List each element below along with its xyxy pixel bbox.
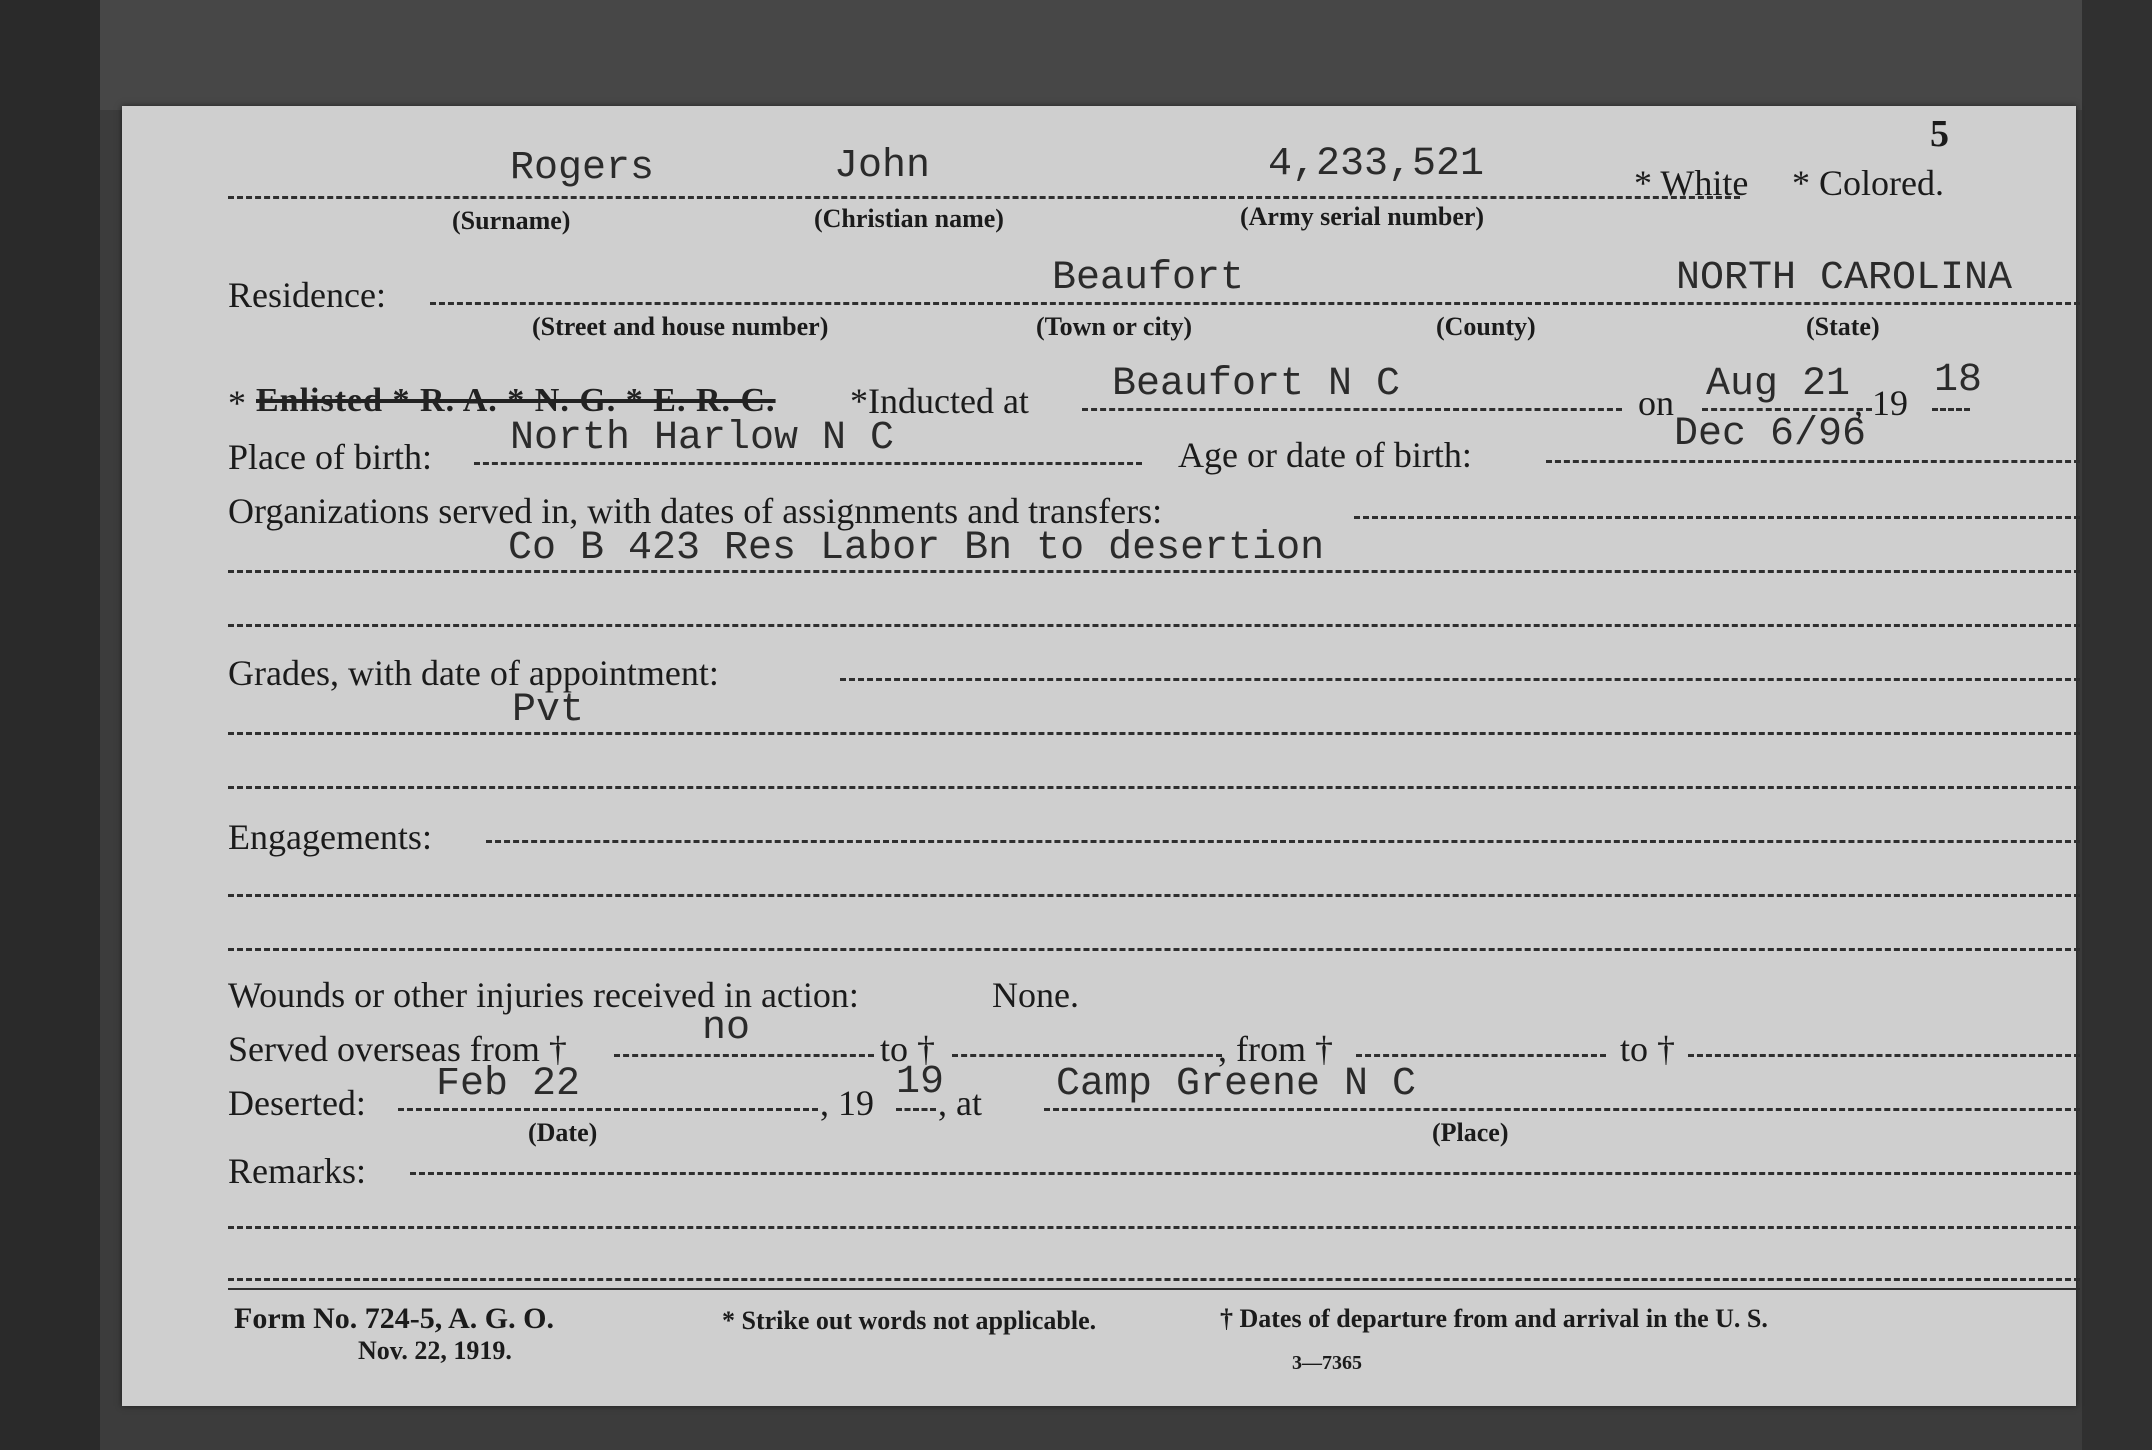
organizations-line-1 bbox=[1354, 516, 2080, 519]
engagements-line-2 bbox=[228, 894, 2080, 897]
induction-year-line bbox=[1932, 408, 1970, 411]
age-line bbox=[1546, 460, 2080, 463]
form-number: Form No. 724-5, A. G. O. bbox=[234, 1302, 554, 1335]
induction-date-value: Aug 21 bbox=[1706, 362, 1851, 407]
footer-rule bbox=[228, 1288, 2080, 1290]
state-caption: (State) bbox=[1806, 312, 1880, 341]
service-record-card bbox=[122, 106, 2076, 1406]
serial-number-caption: (Army serial number) bbox=[1240, 202, 1485, 231]
inducted-place-value: Beaufort N C bbox=[1112, 362, 1401, 407]
scan-border-left bbox=[0, 0, 100, 1450]
inducted-label: *Inducted at bbox=[850, 381, 1029, 421]
overseas-from-value: no bbox=[702, 1006, 751, 1051]
induction-year-prefix: , 19 bbox=[1854, 383, 1908, 423]
residence-state-value: NORTH CAROLINA bbox=[1676, 256, 2013, 301]
print-code: 3—7365 bbox=[1292, 1352, 1362, 1374]
engagements-label: Engagements: bbox=[228, 817, 432, 857]
deserted-place-line bbox=[1044, 1108, 2080, 1111]
wounds-label: Wounds or other injuries received in action: bbox=[228, 975, 859, 1015]
engagements-line-1 bbox=[486, 840, 2080, 843]
remarks-line-2 bbox=[228, 1226, 2080, 1229]
grades-line-1 bbox=[840, 678, 2080, 681]
remarks-line-1 bbox=[410, 1172, 2080, 1175]
colored-label: * Colored. bbox=[1792, 163, 1944, 203]
surname-caption: (Surname) bbox=[452, 206, 571, 235]
deserted-year-line bbox=[896, 1108, 936, 1111]
residence-line bbox=[430, 302, 2080, 305]
grades-line-3 bbox=[228, 786, 2080, 789]
remarks-line-3 bbox=[228, 1278, 2080, 1281]
deserted-label: Deserted: bbox=[228, 1083, 366, 1123]
place-of-birth-line bbox=[474, 462, 1142, 465]
organizations-line-3 bbox=[228, 624, 2080, 627]
deserted-date-value: Feb 22 bbox=[436, 1062, 581, 1107]
deserted-at-label: , at bbox=[938, 1083, 982, 1123]
organizations-entry: Co B 423 Res Labor Bn to desertion bbox=[508, 526, 1325, 571]
dates-note: † Dates of departure from and arrival in the U. S. bbox=[1220, 1304, 1768, 1333]
induction-date-line bbox=[1702, 408, 1872, 411]
street-caption: (Street and house number) bbox=[532, 312, 829, 341]
grades-label: Grades, with date of appointment: bbox=[228, 653, 719, 693]
deserted-date-line bbox=[398, 1108, 818, 1111]
form-date: Nov. 22, 1919. bbox=[358, 1336, 512, 1365]
enlisted-struck-text: Enlisted * R. A. * N. G. * E. R. C. bbox=[256, 382, 776, 419]
asterisk: * bbox=[228, 383, 246, 423]
deserted-place-value: Camp Greene N C bbox=[1056, 1062, 1417, 1107]
age-label: Age or date of birth: bbox=[1178, 435, 1472, 475]
grade-entry: Pvt bbox=[512, 688, 585, 733]
overseas-from-line bbox=[614, 1054, 874, 1057]
strike-note: * Strike out words not applicable. bbox=[722, 1306, 1097, 1335]
town-caption: (Town or city) bbox=[1036, 312, 1192, 341]
place-of-birth-value: North Harlow N C bbox=[510, 416, 895, 461]
remarks-label: Remarks: bbox=[228, 1151, 366, 1191]
induction-year-value: 18 bbox=[1934, 358, 1983, 403]
overseas-to2-line bbox=[1688, 1054, 2080, 1057]
christian-name-caption: (Christian name) bbox=[814, 204, 1004, 233]
overseas-to-label: to † bbox=[880, 1029, 936, 1069]
deserted-year-value: 19 bbox=[896, 1060, 945, 1105]
organizations-label: Organizations served in, with dates of assignments and transfers: bbox=[228, 491, 1163, 531]
overseas-from2-line bbox=[1356, 1054, 1606, 1057]
date-of-birth-value: Dec 6/96 bbox=[1674, 412, 1867, 457]
surname-value: Rogers bbox=[510, 146, 655, 191]
residence-town-value: Beaufort bbox=[1052, 256, 1245, 301]
christian-name-value: John bbox=[834, 144, 931, 189]
overseas-from2-label: , from † bbox=[1218, 1029, 1333, 1069]
overseas-to-line bbox=[952, 1054, 1222, 1057]
deserted-year-prefix: , 19 bbox=[820, 1083, 874, 1123]
header-line bbox=[228, 196, 1740, 199]
scan-border-top bbox=[100, 0, 2152, 110]
overseas-to2-label: to † bbox=[1620, 1029, 1676, 1069]
on-label: on bbox=[1638, 383, 1674, 423]
scan-border-right bbox=[2082, 0, 2152, 1450]
card-number: 5 bbox=[1930, 113, 1949, 155]
deserted-place-caption: (Place) bbox=[1432, 1118, 1509, 1147]
white-label: * White bbox=[1634, 163, 1749, 203]
deserted-date-caption: (Date) bbox=[528, 1118, 598, 1147]
residence-label: Residence: bbox=[228, 275, 386, 315]
place-of-birth-label: Place of birth: bbox=[228, 437, 432, 477]
serial-number-value: 4,233,521 bbox=[1268, 142, 1485, 187]
engagements-line-3 bbox=[228, 948, 2080, 951]
county-caption: (County) bbox=[1436, 312, 1536, 341]
overseas-from-label: Served overseas from † bbox=[228, 1029, 567, 1069]
grades-line-2 bbox=[228, 732, 2080, 735]
inducted-line bbox=[1082, 408, 1622, 411]
wounds-value: None. bbox=[992, 975, 1079, 1015]
